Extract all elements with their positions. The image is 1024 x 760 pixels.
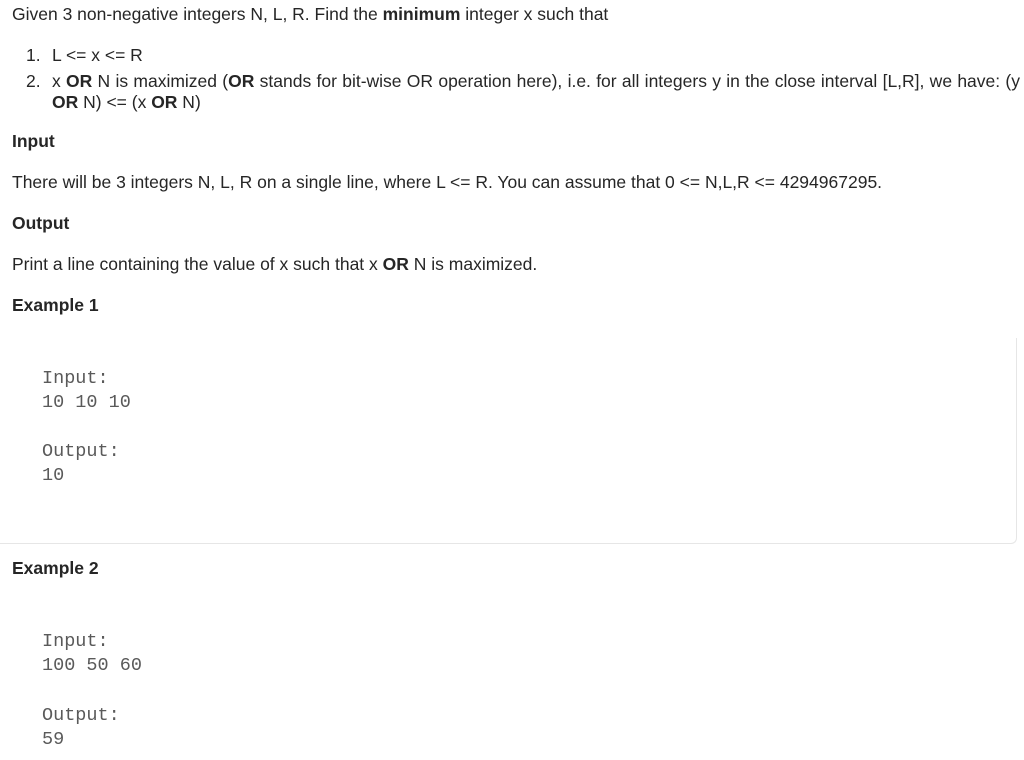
example-2-output-label: Output: bbox=[42, 705, 120, 726]
condition-text: N is maximized ( bbox=[92, 70, 229, 91]
condition-text: stands for bit-wise OR operation here), i.e. for all integers y in the close interval [L,R], we have: (y bbox=[254, 70, 1020, 91]
example-1-input-label: Input: bbox=[42, 368, 109, 389]
or-keyword: OR bbox=[66, 70, 93, 91]
statement-text-end: integer x such that bbox=[460, 4, 609, 24]
condition-text: L <= x <= R bbox=[52, 45, 143, 65]
example-2-input-value: 100 50 60 bbox=[42, 655, 142, 676]
output-text-end: N is maximized. bbox=[408, 254, 538, 274]
or-keyword: OR bbox=[228, 70, 255, 91]
example-2-output-value: 59 bbox=[42, 729, 65, 750]
statement-text: Given 3 non-negative integers N, L, R. Find the bbox=[12, 4, 383, 24]
condition-number: 1. bbox=[26, 45, 41, 65]
output-description bbox=[12, 254, 537, 275]
example-2-input-label: Input: bbox=[42, 631, 109, 652]
condition-text: N) bbox=[177, 92, 201, 112]
condition-text: N) <= (x bbox=[78, 92, 152, 112]
input-heading: Input bbox=[12, 131, 55, 151]
output-heading: Output bbox=[12, 213, 70, 233]
problem-statement bbox=[12, 4, 608, 25]
example-1-heading: Example 1 bbox=[12, 295, 99, 315]
condition-number: 2. bbox=[26, 70, 41, 91]
example-1-output-value: 10 bbox=[42, 465, 65, 486]
conditions-list bbox=[24, 45, 1020, 118]
condition-item bbox=[24, 45, 1020, 67]
example-1-card bbox=[0, 338, 1017, 544]
example-1-input-value: 10 10 10 bbox=[42, 392, 131, 413]
input-description: There will be 3 integers N, L, R on a single line, where L <= R. You can assume that 0 <= N,L,R <= 4294967295. bbox=[12, 172, 883, 192]
example-2-heading: Example 2 bbox=[12, 558, 99, 578]
condition-text: x bbox=[52, 70, 67, 91]
or-keyword: OR bbox=[151, 92, 178, 112]
statement-bold: minimum bbox=[382, 4, 461, 24]
condition-item bbox=[24, 71, 1020, 114]
or-keyword: OR bbox=[382, 254, 409, 274]
example-1-output-label: Output: bbox=[42, 441, 120, 462]
output-text: Print a line containing the value of x such that x bbox=[12, 254, 383, 274]
or-keyword: OR bbox=[52, 92, 79, 112]
